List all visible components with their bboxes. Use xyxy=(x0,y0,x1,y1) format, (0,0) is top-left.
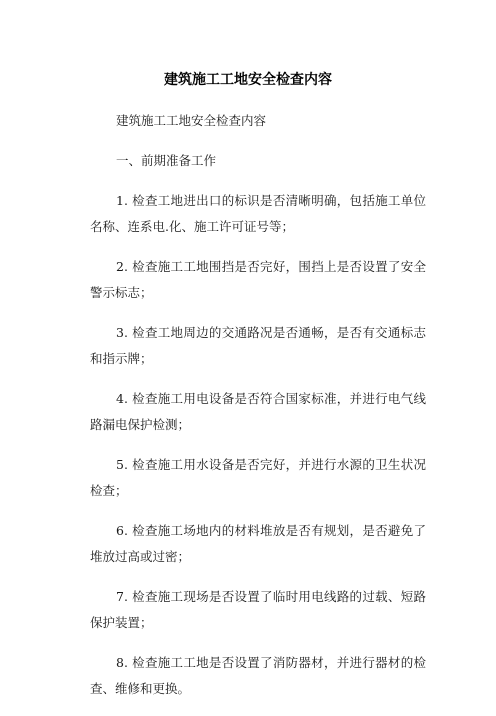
list-item: 3. 检查工地周边的交通路况是否通畅，是否有交通标志和指示牌； xyxy=(90,325,426,366)
document-body xyxy=(90,108,426,716)
list-item: 2. 检查施工工地围挡是否完好，围挡上是否设置了安全警示标志； xyxy=(90,259,426,300)
list-item: 4. 检查施工用电设备是否符合国家标准，并进行电气线路漏电保护检测； xyxy=(90,391,426,432)
list-item: 5. 检查施工用水设备是否完好，并进行水源的卫生状况检查； xyxy=(90,457,426,498)
list-item: 7. 检查施工现场是否设置了临时用电线路的过载、短路保护装置； xyxy=(90,589,426,630)
body-subtitle: 建筑施工工地安全检查内容 xyxy=(116,113,267,128)
list-item: 1. 检查工地进出口的标识是否清晰明确，包括施工单位名称、连系电.化、施工许可证号等； xyxy=(90,193,426,234)
list-item: 6. 检查施工场地内的材料堆放是否有规划，是否避免了堆放过高或过密； xyxy=(90,523,426,564)
section-heading: 一、前期准备工作 xyxy=(116,153,217,168)
document-title: 建筑施工工地安全检查内容 xyxy=(164,72,332,88)
list-item: 8. 检查施工工地是否设置了消防器材，并进行器材的检查、维修和更换。 xyxy=(90,655,426,696)
